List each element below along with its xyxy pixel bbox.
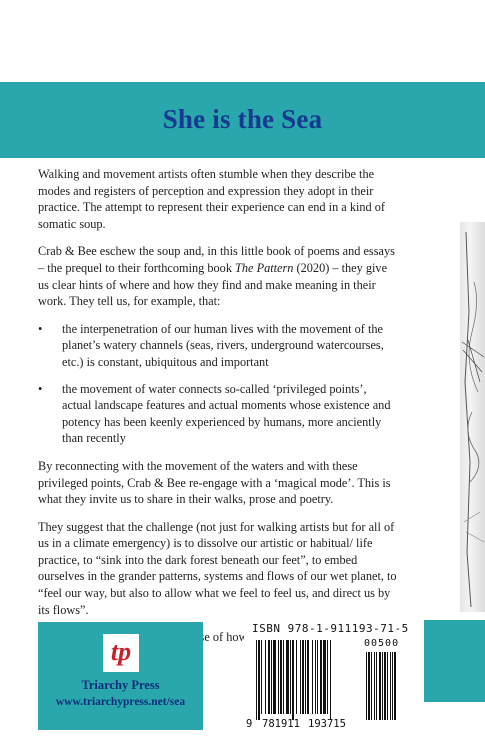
paragraph-5: of how [212,630,248,645]
book-reference: The Pattern [235,260,294,275]
teal-accent-block [424,620,485,702]
bullet-list [38,321,398,447]
bullet-text: the movement of water connects so-called ‘privileged points’, actual landscape features and actual moments whose existence and potency has been keenly experienced by humans, more anciently than recently [62,381,391,446]
paragraph-1: Walking and movement artists often stumble when they describe the modes and registers of perception and expression they adopt in their practice. The attempt to represent their experience can end in a kind of somatic soup. [38,167,386,231]
publisher-url: www.triarchypress.net/sea [55,696,186,708]
ean-left-digits: 781911 [262,718,300,730]
isbn-barcode [244,622,424,740]
publisher-name: Triarchy Press [81,678,160,692]
sketch-artwork-strip [460,222,485,612]
book-title: She is the Sea [162,104,323,134]
ean-first-digit: 9 [246,718,253,730]
list-item [38,381,398,447]
bullet-icon: • [38,321,43,336]
title-band [0,82,485,158]
ean-right-digits: 193715 [308,718,346,730]
tp-logo-icon: tp [103,634,139,672]
paragraph-4: They suggest that the challenge (not just for walking artists but for all of us in a climate emergency) is to dissolve our artistic or habitual/ life practice, to “sink into the dark forest beneath our feet”, to embed ourselves in the grander patterns, systems and flows of our wet planet, to “feel our way, but also to allow what we feel to feel us, and direct us by its flows”. [38,519,397,617]
publisher-logo [38,622,203,730]
paragraph-2-text-a: Crab & Bee eschew the soup and, in this little book of poems and essays – the prequel to their forthcoming book [38,244,395,275]
price-code: 00500 [364,638,400,649]
isbn-number: ISBN 978-1-911193-71-5 [252,622,409,635]
paragraph-2-text-b: (2020) – they give us clear hints of where and how they find and make meaning in their work. They tell us, for example, that: [38,260,388,309]
bullet-text: the interpenetration of our human lives with the movement of the planet’s watery channels (seas, rivers, underground watercourses, etc.) is constant, ubiquitous and important [62,321,384,369]
sketch-lines-icon [460,222,485,612]
blurb [38,166,398,657]
list-item [38,321,398,371]
paragraph-2 [38,243,398,309]
paragraph-3: By reconnecting with the movement of the waters and with these privileged points, Crab & Bee re-engage with a ‘magical mode’. This is what they invite us to share in their walks, prose and poetry. [38,458,391,507]
bullet-icon: • [38,381,43,396]
